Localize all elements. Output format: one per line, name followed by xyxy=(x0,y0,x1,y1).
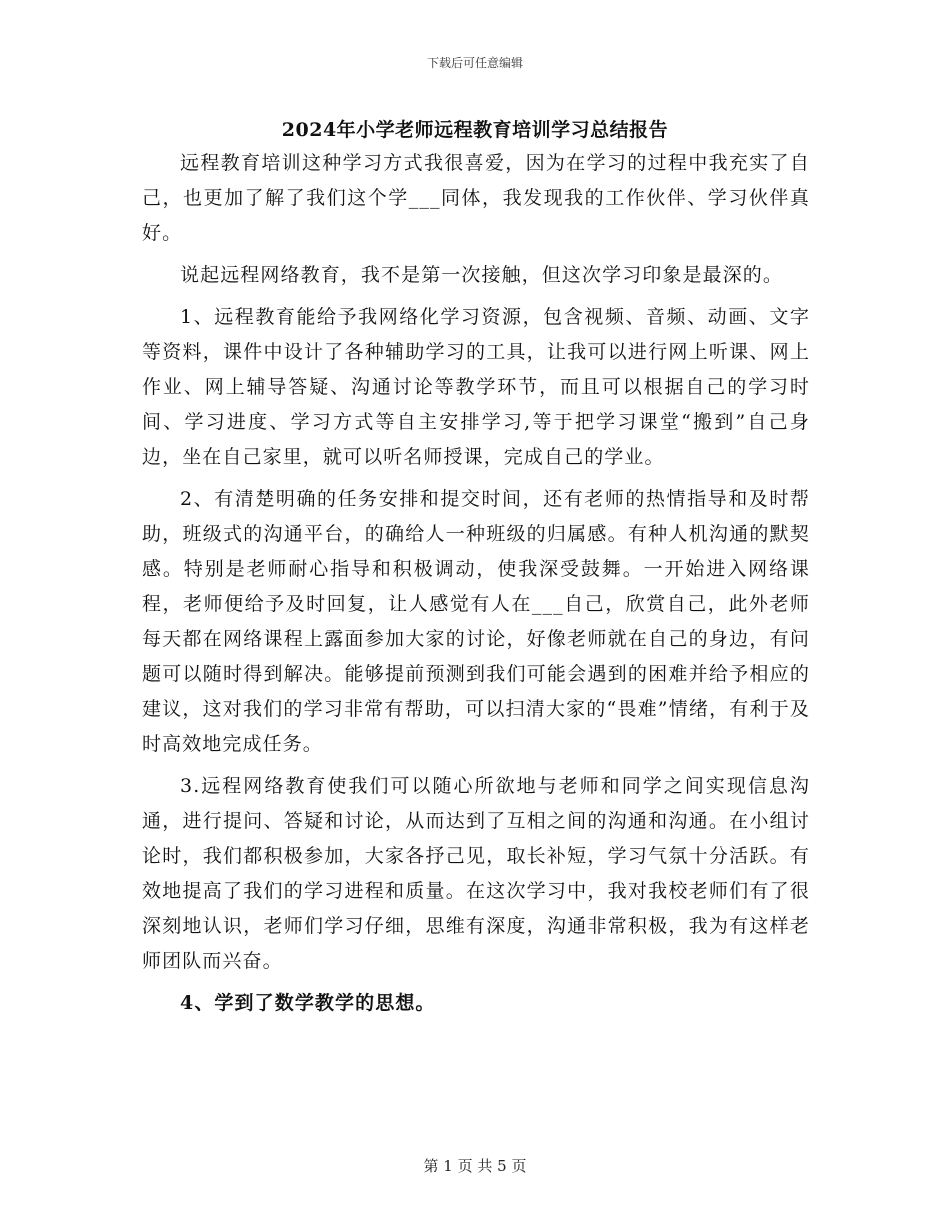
document-title: 2024年小学老师远程教育培训学习总结报告 xyxy=(281,119,669,141)
document-body xyxy=(142,146,810,1028)
page-number: 第 1 页 共 5 页 xyxy=(423,1157,527,1175)
paragraph-intro: 远程教育培训这种学习方式我很喜爱，因为在学习的过程中我充实了自己，也更加了解了我们这个学___同体，我发现我的工作伙伴、学习伙伴真好。 xyxy=(142,152,810,244)
subheading-point-4: 4、学到了数学教学的思想。 xyxy=(180,992,436,1014)
paragraph-point-1: 1、远程教育能给予我网络化学习资源，包含视频、音频、动画、文字等资料，课件中设计了各种辅助学习的工具，让我可以进行网上听课、网上作业、网上辅导答疑、沟通讨论等教学环节，而且可以根据自己的学习时间、学习进度、学习方式等自主安排学习,等于把学习课堂“搬到”自己身边，坐在自己家里，就可以听名师授课，完成自己的学业。 xyxy=(142,306,810,468)
paragraph-impression: 说起远程网络教育，我不是第一次接触，但这次学习印象是最深的。 xyxy=(180,264,784,286)
header-note: 下载后可任意编辑 xyxy=(426,56,523,70)
paragraph-point-2: 2、有清楚明确的任务安排和提交时间，还有老师的热情指导和及时帮助，班级式的沟通平台，的确给人一种班级的归属感。有种人机沟通的默契感。特别是老师耐心指导和积极调动，使我深受鼓舞。一开始进入网络课程，老师便给予及时回复，让人感觉有人在___自己，欣赏自己，此外老师每天都在网络课程上露面参加大家的讨论，好像老师就在自己的身边，有问题可以随时得到解决。能够提前预测到我们可能会遇到的困难并给予相应的建议，这对我们的学习非常有帮助，可以扫清大家的“畏难”情绪，有利于及时高效地完成任务。 xyxy=(142,488,810,755)
paragraph-point-3: 3.远程网络教育使我们可以随心所欲地与老师和同学之间实现信息沟通，进行提问、答疑和讨论，从而达到了互相之间的沟通和沟通。在小组讨论时，我们都积极参加，大家各抒己见，取长补短，学习气氛十分活跃。有效地提高了我们的学习进程和质量。在这次学习中，我对我校老师们有了很深刻地认识，老师们学习仔细，思维有深度，沟通非常积极，我为有这样老师团队而兴奋。 xyxy=(142,775,810,972)
